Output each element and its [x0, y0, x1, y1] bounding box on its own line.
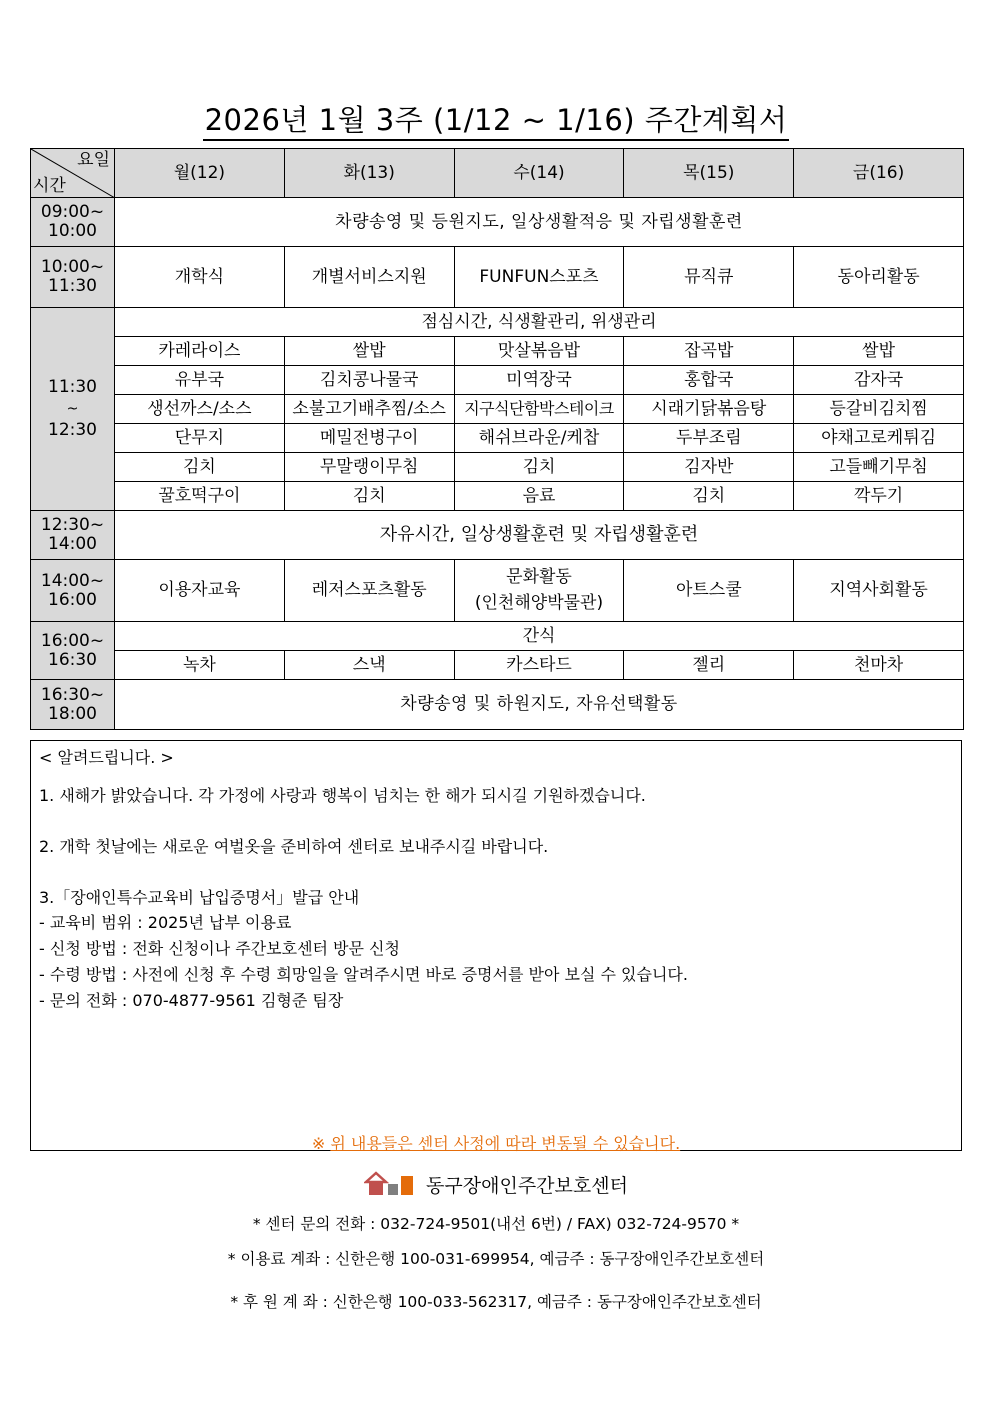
menu-item: 꿀호떡구이	[115, 482, 285, 511]
notice-heading: < 알려드립니다. >	[39, 748, 174, 767]
corner-header-cell	[31, 149, 115, 198]
header-row	[31, 149, 964, 198]
menu-item: 시래기닭볶음탕	[624, 395, 794, 424]
menu-item: 잡곡밥	[624, 337, 794, 366]
menu-item: 김자반	[624, 453, 794, 482]
time-label: 시간	[33, 176, 66, 197]
time-start: 09:00~	[40, 202, 105, 223]
time-cell	[31, 680, 115, 730]
time-end: 16:30	[48, 649, 97, 670]
menu-item: 지구식단함박스테이크	[454, 395, 624, 424]
day-header-thu: 목(15)	[624, 149, 794, 198]
snack-item: 스낵	[284, 651, 454, 680]
time-cell	[31, 198, 115, 247]
notice-line: 3.「장애인특수교육비 납입증명서」발급 안내	[39, 888, 360, 907]
day-header-wed: 수(14)	[454, 149, 624, 198]
notice-line: - 신청 방법 : 전화 신청이나 주간보호센터 방문 신청	[39, 939, 400, 958]
menu-item: 깍두기	[794, 482, 964, 511]
notice-line: 2. 개학 첫날에는 새로운 여벌옷을 준비하여 센터로 보내주시길 바랍니다.	[39, 837, 549, 856]
donation-account-line: * 후 원 계 좌 : 신한은행 100-033-562317, 예금주 : 동구장애인주간보호센터	[230, 1293, 762, 1311]
time-cell	[31, 560, 115, 622]
menu-row	[31, 395, 964, 424]
notice-line: - 수령 방법 : 사전에 신청 후 수령 희망일을 알려주시면 바로 증명서를 받아 보실 수 있습니다.	[39, 965, 688, 984]
day-label: 요일	[77, 150, 110, 170]
row-0900	[31, 198, 964, 247]
snack-item: 젤리	[624, 651, 794, 680]
menu-item: 해쉬브라운/케찹	[454, 424, 624, 453]
title-text: 2026년 1월 3주 (1/12 ~ 1/16) 주간계획서	[203, 103, 790, 141]
row-1630	[31, 680, 964, 730]
menu-row	[31, 453, 964, 482]
warning-mark: ※	[311, 1134, 326, 1153]
menu-item: 메밀전병구이	[284, 424, 454, 453]
time-end: 10:00	[48, 221, 97, 241]
notice-line: - 문의 전화 : 070-4877-9561 김형준 팀장	[39, 991, 344, 1010]
notice-box	[30, 740, 962, 1151]
center-logo	[0, 1170, 992, 1203]
time-end: 18:00	[48, 703, 97, 724]
snack-row	[31, 651, 964, 680]
menu-row	[31, 482, 964, 511]
row-1400	[31, 560, 964, 622]
house-logo-icon	[364, 1170, 416, 1198]
activity-name: 문화활동	[506, 567, 572, 587]
weekly-schedule-table	[30, 148, 964, 730]
menu-item: 야채고로케튀김	[794, 424, 964, 453]
menu-item: 소불고기배추찜/소스	[284, 395, 454, 424]
activity-cell: 개별서비스지원	[284, 247, 454, 308]
warning-text: 위 내용들은 센터 사정에 따라 변동될 수 있습니다.	[330, 1134, 681, 1153]
time-start: 11:30	[48, 377, 97, 398]
activity-cell: FUNFUN스포츠	[454, 247, 624, 308]
time-start: 16:00~	[40, 630, 105, 651]
snack-item: 천마차	[794, 651, 964, 680]
menu-item: 김치	[115, 453, 285, 482]
time-end: 14:00	[48, 534, 97, 554]
snack-time-cell	[31, 622, 115, 680]
menu-item: 쌀밥	[794, 337, 964, 366]
activity-place: (인천해양박물관)	[474, 592, 604, 613]
lunch-time-cell	[31, 308, 115, 511]
menu-item: 등갈비김치찜	[794, 395, 964, 424]
notice-line: 1. 새해가 밝았습니다. 각 가정에 사랑과 행복이 넘치는 한 해가 되시길 기원하겠습니다.	[39, 786, 646, 805]
menu-item: 유부국	[115, 366, 285, 395]
menu-item: 고들빼기무침	[794, 453, 964, 482]
fee-account-line: * 이용료 계좌 : 신한은행 100-031-699954, 예금주 : 동구장애인주간보호센터	[227, 1250, 765, 1268]
activity-cell	[454, 560, 624, 622]
lunch-header: 점심시간, 식생활관리, 위생관리	[115, 308, 964, 337]
center-name: 동구장애인주간보호센터	[426, 1174, 628, 1197]
time-cell	[31, 511, 115, 560]
snack-item: 녹차	[115, 651, 285, 680]
menu-item: 감자국	[794, 366, 964, 395]
activity-cell: 차량송영 및 하원지도, 자유선택활동	[115, 680, 964, 730]
menu-item: 김치	[284, 482, 454, 511]
menu-item: 미역장국	[454, 366, 624, 395]
menu-row	[31, 337, 964, 366]
menu-item: 쌀밥	[284, 337, 454, 366]
time-start: 10:00~	[40, 257, 105, 278]
lunch-header-row	[31, 308, 964, 337]
menu-item: 무말랭이무침	[284, 453, 454, 482]
snack-header-row	[31, 622, 964, 651]
activity-cell: 레저스포츠활동	[284, 560, 454, 622]
row-1230	[31, 511, 964, 560]
activity-cell: 지역사회활동	[794, 560, 964, 622]
page-title	[0, 98, 992, 139]
activity-cell: 동아리활동	[794, 247, 964, 308]
activity-cell: 뮤직큐	[624, 247, 794, 308]
time-start: 12:30~	[40, 515, 105, 536]
time-end: 16:00	[48, 589, 97, 610]
activity-cell: 아트스쿨	[624, 560, 794, 622]
menu-item: 김치콩나물국	[284, 366, 454, 395]
time-start: 16:30~	[40, 684, 105, 705]
time-sep: ~	[66, 401, 79, 418]
snack-item: 카스타드	[454, 651, 624, 680]
activity-cell: 개학식	[115, 247, 285, 308]
activity-cell: 차량송영 및 등원지도, 일상생활적응 및 자립생활훈련	[115, 198, 964, 247]
menu-item: 카레라이스	[115, 337, 285, 366]
day-header-tue: 화(13)	[284, 149, 454, 198]
day-header-mon: 월(12)	[115, 149, 285, 198]
menu-row	[31, 424, 964, 453]
contact-line: * 센터 문의 전화 : 032-724-9501(내선 6번) / FAX) 032-724-9570 *	[252, 1215, 740, 1233]
notice-line: - 교육비 범위 : 2025년 납부 이용료	[39, 913, 292, 932]
day-header-fri: 금(16)	[794, 149, 964, 198]
activity-cell: 이용자교육	[115, 560, 285, 622]
row-1000	[31, 247, 964, 308]
snack-header: 간식	[115, 622, 964, 651]
menu-item: 김치	[624, 482, 794, 511]
menu-item: 음료	[454, 482, 624, 511]
time-start: 14:00~	[40, 570, 105, 591]
menu-item: 단무지	[115, 424, 285, 453]
time-end: 11:30	[48, 276, 97, 296]
activity-cell: 자유시간, 일상생활훈련 및 자립생활훈련	[115, 511, 964, 560]
change-warning	[31, 1131, 961, 1154]
time-end: 12:30	[48, 419, 97, 440]
menu-item: 두부조림	[624, 424, 794, 453]
time-cell	[31, 247, 115, 308]
menu-item: 생선까스/소스	[115, 395, 285, 424]
menu-item: 홍합국	[624, 366, 794, 395]
menu-row	[31, 366, 964, 395]
menu-item: 김치	[454, 453, 624, 482]
menu-item: 맛살볶음밥	[454, 337, 624, 366]
